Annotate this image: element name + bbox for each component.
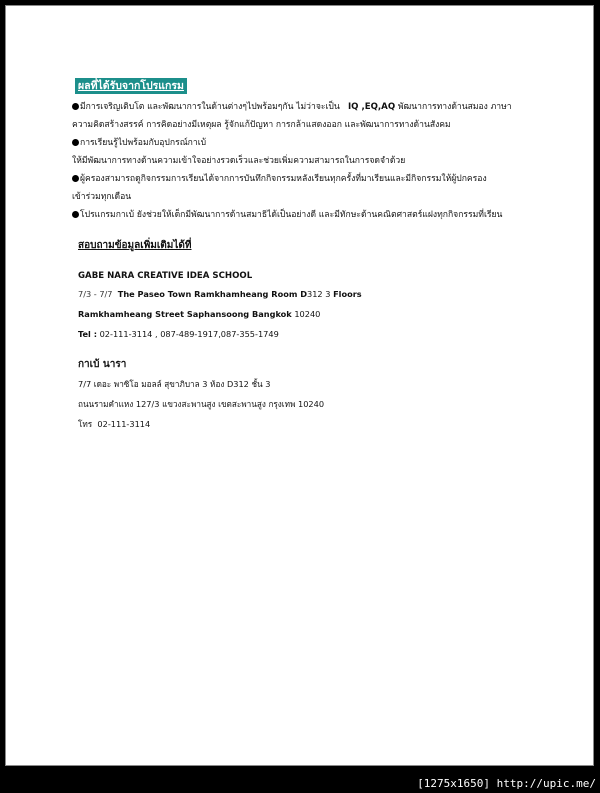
bullet-icon (72, 211, 79, 218)
benefit-1-line-1: มีการเจริญเติบโต และพัฒนาการในด้านต่างๆไปพร้อมๆกัน ไม่ว่าจะเป็น IQ ,EQ,AQ พัฒนาการทางด้านสมอง ภาษา (72, 98, 552, 116)
bullet-icon (72, 139, 79, 146)
benefit-3-line-2: เข้าร่วมทุกเดือน (72, 192, 132, 202)
thai-address-line-2: ถนนรามคำแหง 127/3 แขวงสะพานสูง เขตสะพานสูง กรุงเทพ 10240 (78, 399, 325, 409)
school-name: GABE NARA CREATIVE IDEA SCHOOL (78, 271, 253, 281)
thai-address-line-1: 7/7 เดอะ พาซิโอ มอลล์ สุขาภิบาล 3 ห้อง D312 ชั้น 3 (78, 379, 271, 389)
benefit-2-line-2: ให้มีพัฒนาการทางด้านความเข้าใจอย่างรวดเร็วและช่วยเพิ่มความสามารถในการจดจำด้วย (72, 156, 406, 166)
english-phone-line: Tel : 02-111-3114 , 087-489-1917,087-355-1749 (78, 329, 279, 339)
bullet-icon (72, 175, 79, 182)
english-address-line-1: 7/3 - 7/7 The Paseo Town Ramkhamheang Room D312 3 Floors (78, 289, 362, 299)
benefit-2-line-1: การเรียนรู้ไปพร้อมกับอุปกรณ์กาเบ้ (72, 134, 552, 152)
benefit-4-line-1: โปรแกรมกาเบ้ ยังช่วยให้เด็กมีพัฒนาการด้านสมาธิได้เป็นอย่างดี และมีทักษะด้านคณิตศาสตร์แฝงทุกกิจกรรมที่เรียน (72, 206, 552, 224)
image-host-footer: [1275x1650] http://upic.me/ (417, 777, 596, 790)
bullet-icon (72, 103, 79, 110)
program-benefits-heading: ผลที่ได้รับจากโปรแกรม (75, 78, 187, 94)
contact-section-title: สอบถามข้อมูลเพิ่มเติมได้ที่ (78, 240, 192, 251)
thai-contact-block (78, 356, 552, 434)
benefit-1-line-2: ความคิดสร้างสรรค์ การคิดอย่างมีเหตุผล รู้จักแก้ปัญหา การกล้าแสดงออก และพัฒนาการทางด้านสังคม (72, 120, 451, 130)
document-page (5, 5, 594, 766)
benefit-3-line-1: ผู้ครองสามารถดูกิจกรรมการเรียนได้จากการบันทึกกิจกรรมหลังเรียนทุกครั้งที่มาเรียนและมีกิจกรรมให้ผู้ปกครอง (72, 170, 552, 188)
english-contact-block (78, 268, 552, 344)
thai-school-name: กาเบ้ นารา (78, 359, 127, 370)
english-address-line-2: Ramkhamheang Street Saphansoong Bangkok 10240 (78, 309, 321, 319)
document-content (72, 68, 552, 434)
thai-phone-line: โทร 02-111-3114 (78, 419, 151, 429)
